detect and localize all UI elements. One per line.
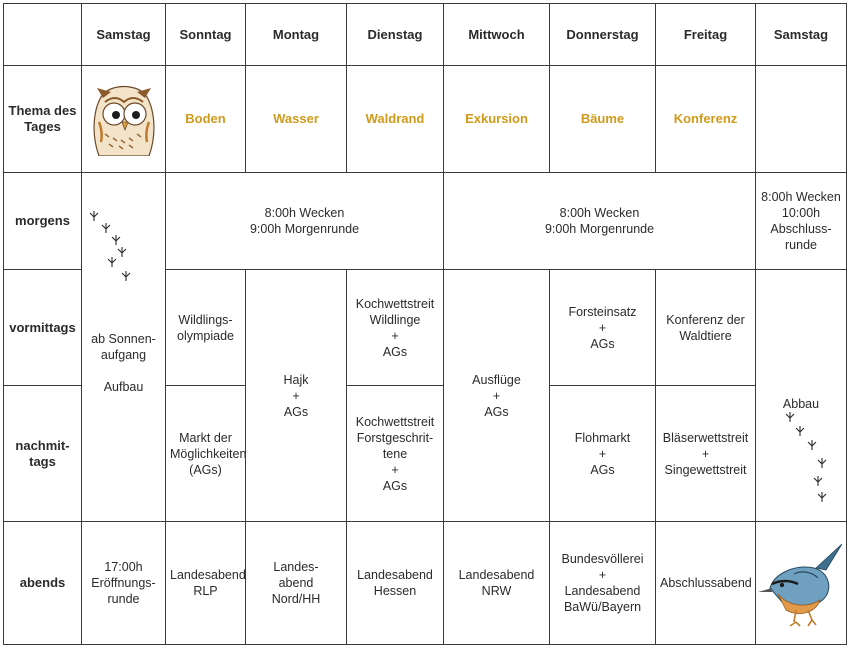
row-label-abends: abends (4, 522, 82, 645)
mon-day-cell: Hajk + AGs (246, 270, 347, 522)
fri-abend-cell: Abschlussabend (656, 522, 756, 645)
tue-nachm-cell: Kochwettstreit Forstgeschrit- tene + AGs (347, 386, 444, 522)
sat1-day-cell (82, 173, 166, 522)
tue-abend-cell: Landesabend Hessen (347, 522, 444, 645)
theme-cell: Bäume (550, 66, 656, 173)
row-label-thema: Thema des Tages (4, 66, 82, 173)
day-header: Freitag (656, 4, 756, 66)
sat2-day-cell (756, 270, 847, 522)
nuthatch-cell (756, 522, 847, 645)
day-header: Sonntag (166, 4, 246, 66)
theme-cell-empty (756, 66, 847, 173)
abends-row (4, 522, 847, 645)
mon-abend-cell: Landes- abend Nord/HH (246, 522, 347, 645)
nuthatch-illustration (756, 538, 848, 628)
sat1-abend-cell: 17:00h Eröffnungs- runde (82, 522, 166, 645)
day-header: Dienstag (347, 4, 444, 66)
bird-tracks-icon (782, 410, 842, 510)
row-label-morgens: morgens (4, 173, 82, 270)
day-header: Montag (246, 4, 347, 66)
wed-abend-cell: Landesabend NRW (444, 522, 550, 645)
sun-nachm-cell: Markt der Möglichkeiten (AGs) (166, 386, 246, 522)
day-header: Mittwoch (444, 4, 550, 66)
theme-cell: Wasser (246, 66, 347, 173)
row-label-vormittags: vormittags (4, 270, 82, 386)
theme-cell: Boden (166, 66, 246, 173)
theme-cell: Konferenz (656, 66, 756, 173)
header-row (4, 4, 847, 66)
fri-vorm-cell: Konferenz der Waldtiere (656, 270, 756, 386)
sun-vorm-cell: Wildlings- olympiade (166, 270, 246, 386)
sat2-morning-cell: 8:00h Wecken 10:00h Abschluss- runde (756, 173, 847, 270)
owl-illustration (85, 82, 163, 156)
theme-row (4, 66, 847, 173)
sat1-day-text: ab Sonnen- aufgang Aufbau (91, 332, 156, 394)
day-header: Donnerstag (550, 4, 656, 66)
day-header: Samstag (756, 4, 847, 66)
morning-cell: 8:00h Wecken 9:00h Morgenrunde (444, 173, 756, 270)
morning-row (4, 173, 847, 270)
tue-vorm-cell: Kochwettstreit Wildlinge + AGs (347, 270, 444, 386)
fri-nachm-cell: Bläserwettstreit + Singewettstreit (656, 386, 756, 522)
theme-cell: Exkursion (444, 66, 550, 173)
owl-cell (82, 66, 166, 173)
corner-cell (4, 4, 82, 66)
theme-cell: Waldrand (347, 66, 444, 173)
row-label-nachmittags: nachmit- tags (4, 386, 82, 522)
sat2-day-text: Abbau (782, 397, 820, 411)
bird-tracks-icon (86, 211, 146, 291)
thu-vorm-cell: Forsteinsatz + AGs (550, 270, 656, 386)
sun-abend-cell: Landesabend RLP (166, 522, 246, 645)
day-header: Samstag (82, 4, 166, 66)
thu-abend-cell: Bundesvöllerei + Landesabend BaWü/Bayern (550, 522, 656, 645)
morning-cell: 8:00h Wecken 9:00h Morgenrunde (166, 173, 444, 270)
wed-day-cell: Ausflüge + AGs (444, 270, 550, 522)
thu-nachm-cell: Flohmarkt + AGs (550, 386, 656, 522)
weekly-schedule-table (3, 3, 847, 645)
